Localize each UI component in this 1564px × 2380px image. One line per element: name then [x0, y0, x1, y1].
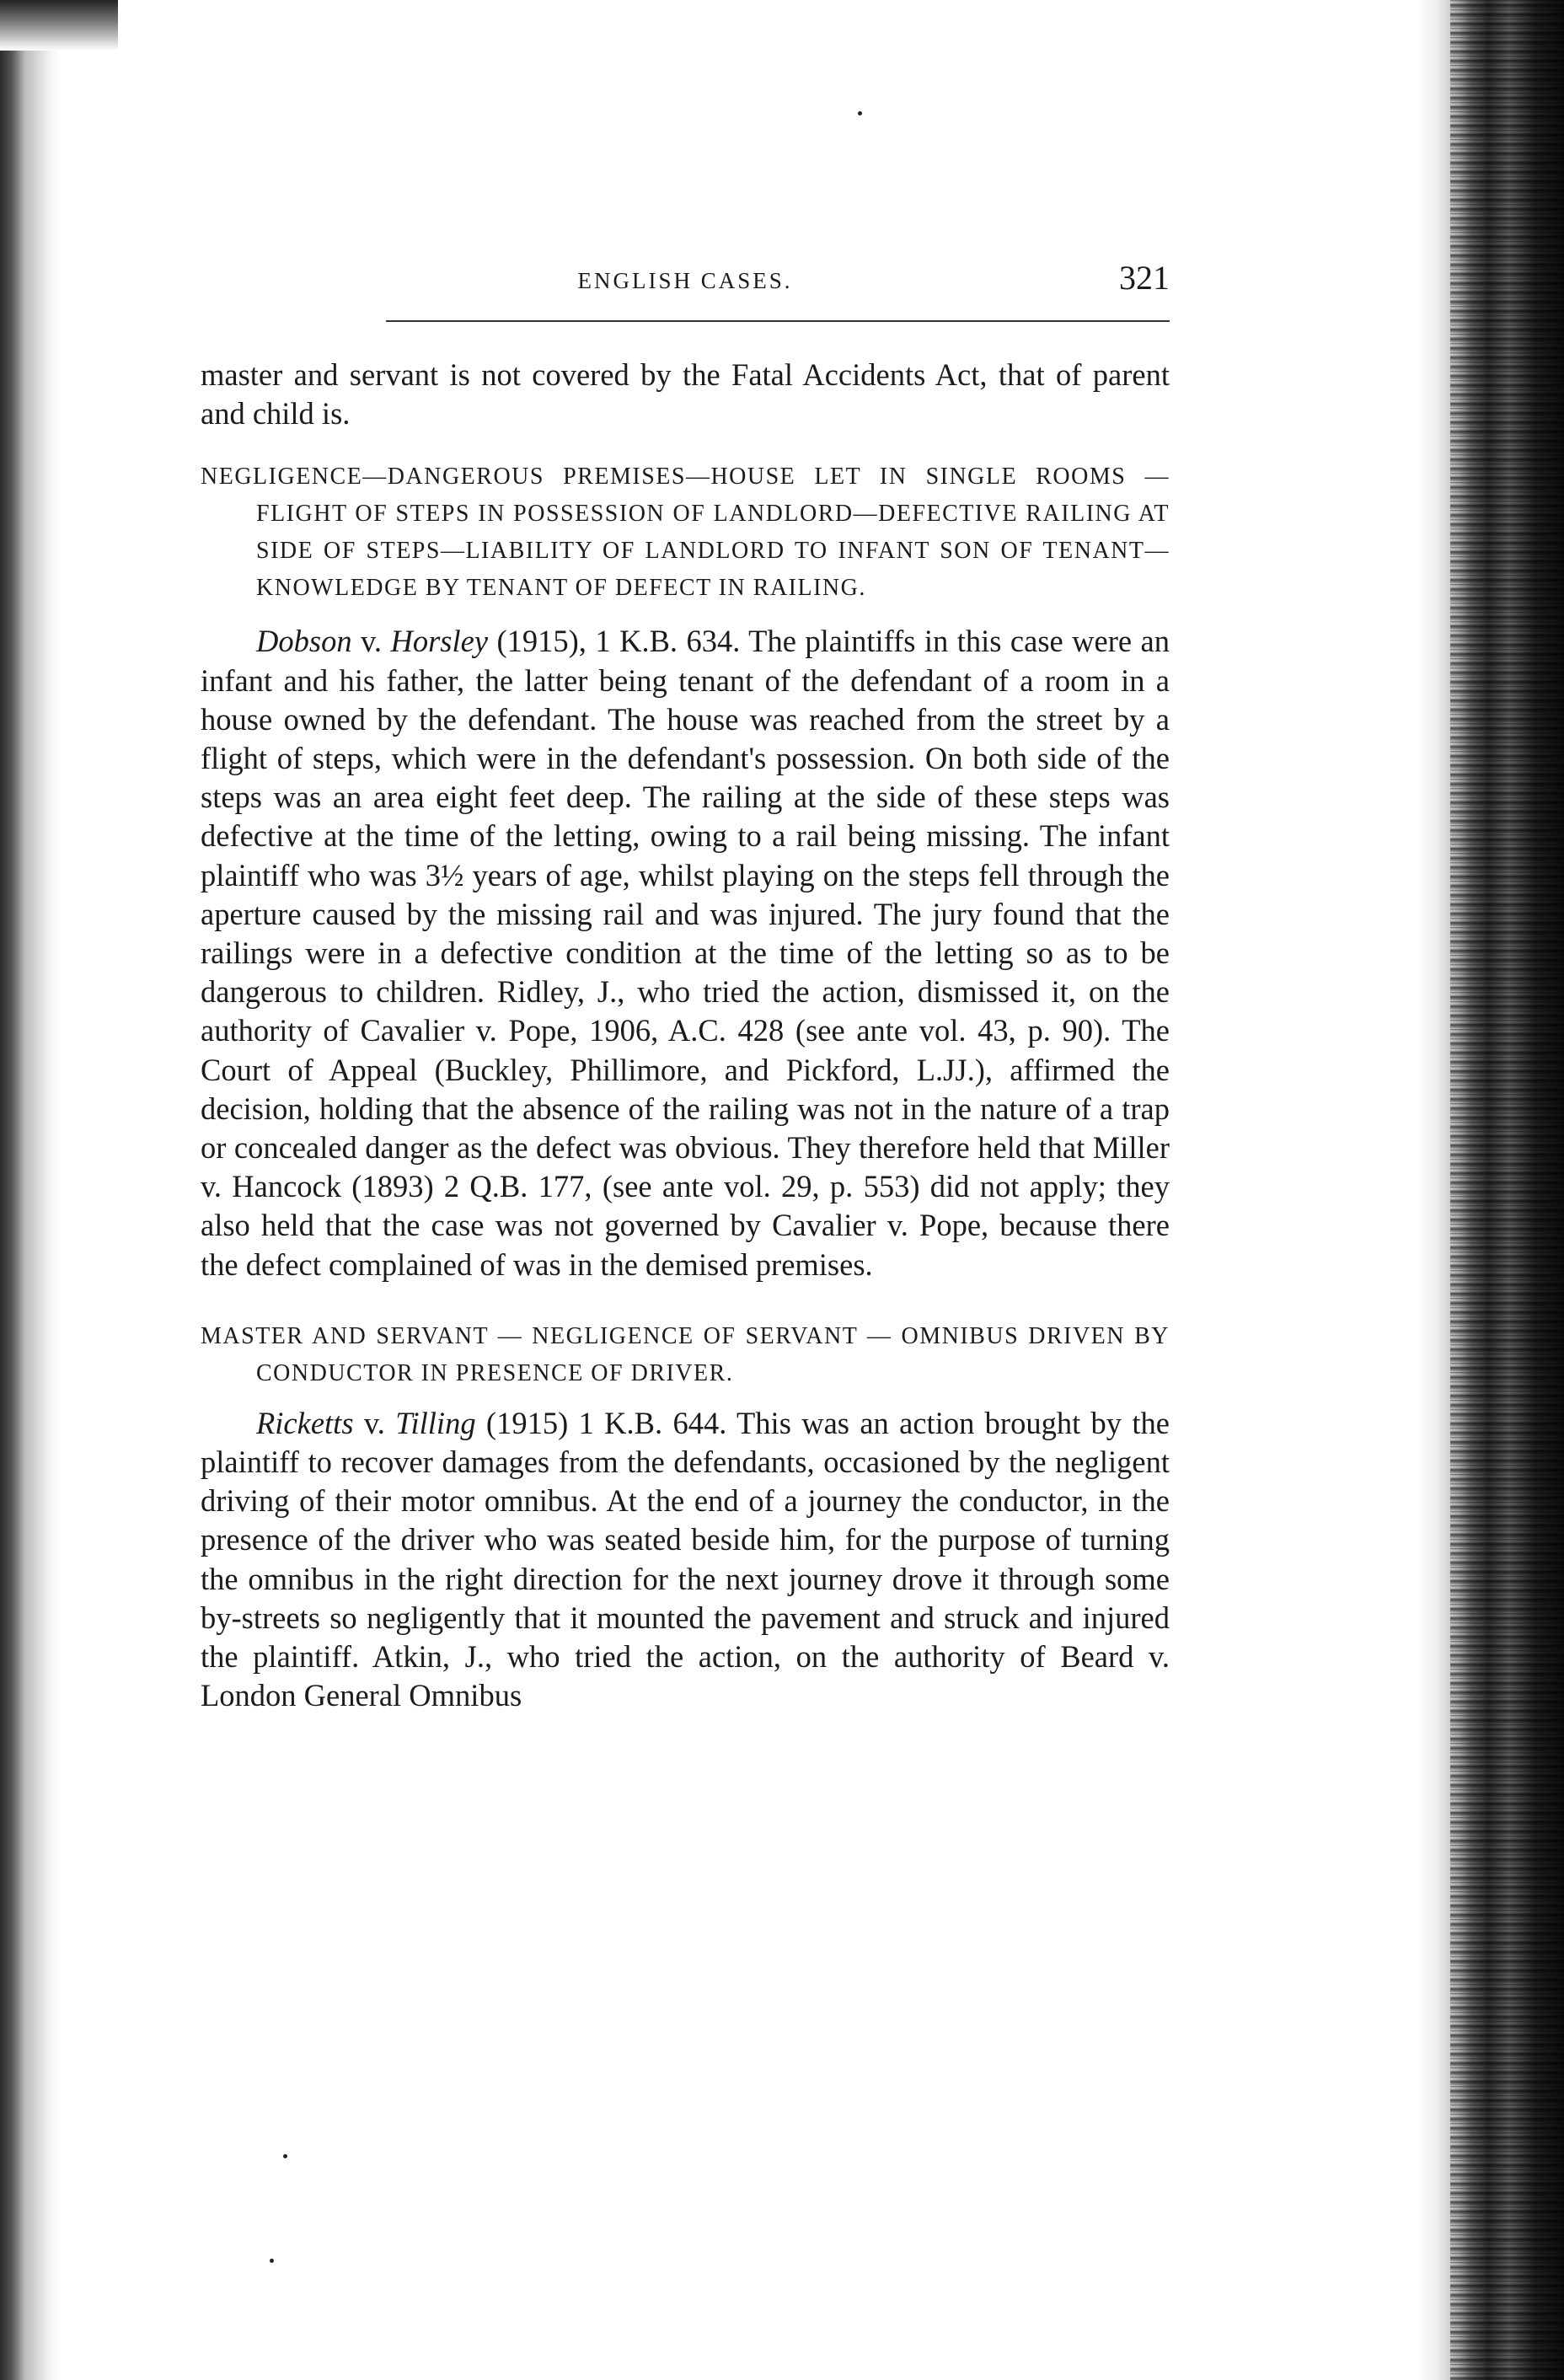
continuation-paragraph: master and servant is not covered by the Fatal Accidents Act, that of parent and child is. [201, 357, 1170, 432]
running-head-rule [386, 320, 1170, 322]
case-party-defendant: Tilling [395, 1405, 476, 1440]
case-text: (1915) 1 K.B. 644. This was an action brought by the plaintiff to recover damages from the defendants, occasioned by the negligent driving of their motor omnibus. At the end of a journey the conductor, in the presence of the driver who was seated beside him, for the purpose of turning the omnibus in the right direction for the next journey drove it through some by-streets so negligently that it mounted the pavement and struck and injured the plaintiff. Atkin, J., who tried the action, on the authority of Beard v. London General Omnibus [201, 1405, 1170, 1713]
book-page [201, 253, 1170, 1715]
running-head [201, 253, 1170, 303]
case-party-plaintiff: Ricketts [256, 1405, 354, 1440]
scan-speck [858, 111, 862, 115]
scan-right-gutter [1417, 0, 1450, 2380]
case-party-defendant: Horsley [390, 624, 489, 659]
scan-right-edge [1450, 0, 1564, 2380]
scan-speck [283, 2154, 287, 2158]
section-heading-ricketts [201, 1318, 1170, 1392]
section-heading-text: MASTER AND SERVANT — NEGLIGENCE OF SERVANT — OMNIBUS DRIVEN BY CONDUCTOR IN PRESENCE OF DRIVER. [201, 1322, 1170, 1386]
section-heading-text: NEGLIGENCE—DANGEROUS PREMISES—HOUSE LET IN SINGLE ROOMS —FLIGHT OF STEPS IN POSSESSION OF LANDLORD—DEFECTIVE RAILING AT SIDE OF STEPS—LIABILITY OF LANDLORD TO INFANT SON OF TENANT—KNOWLEDGE BY TENANT OF DEFECT IN RAILING. [201, 464, 1170, 602]
case-text: (1915), 1 K.B. 634. The plaintiffs in this case were an infant and his father, the latter being tenant of the defendant of a room in a house owned by the defendant. The house was reached from the street by a flight of steps, which were in the defendant's possession. On both side of the steps was an area eight feet deep. The railing at the side of these steps was defective at the time of the letting, owing to a rail being missing. The infant plaintiff who was 3½ years of age, whilst playing on the steps fell through the aperture caused by the missing rail and was injured. The jury found that the railings were in a defective condition at the time of the letting so as to be dangerous to children. Ridley, J., who tried the action, dismissed it, on the authority of Cavalier v. Pope, 1906, A.C. 428 (see ante vol. 43, p. 90). The Court of Appeal (Buckley, Phillimore, and Pickford, L.JJ.), affirmed the decision, holding that the absence of the railing was not in the nature of a trap or concealed danger as the defect was obvious. They therefore held that Miller v. Hancock (1893) 2 Q.B. 177, (see ante vol. 29, p. 553) did not apply; they also held that the case was not governed by Cavalier v. Pope, because there the defect complained of was in the demised premises. [201, 624, 1170, 1282]
scan-left-edge [0, 0, 59, 2380]
case-paragraph-ricketts: Ricketts v. Tilling (1915) 1 K.B. 644. This was an action brought by the plaintiff to recover damages from the defendants, occasioned by the negligent driving of their motor omnibus. At the end of a journey the conductor, in the presence of the driver who was seated beside him, for the purpose of turning the omnibus in the right direction for the next journey drove it through some by-streets so negligently that it mounted the pavement and struck and injured the plaintiff. Atkin, J., who tried the action, on the authority of Beard v. London General Omnibus [201, 1405, 1170, 1713]
running-head-title: ENGLISH CASES. [577, 268, 793, 293]
case-paragraph-dobson: Dobson v. Horsley (1915), 1 K.B. 634. The plaintiffs in this case were an infant and his father, the latter being tenant of the defendant of a room in a house owned by the defendant. The house was reached from the street by a flight of steps, which were in the defendant's possession. On both side of the steps was an area eight feet deep. The railing at the side of these steps was defective at the time of the letting, owing to a rail being missing. The infant plaintiff who was 3½ years of age, whilst playing on the steps fell through the aperture caused by the missing rail and was injured. The jury found that the railings were in a defective condition at the time of the letting so as to be dangerous to children. Ridley, J., who tried the action, dismissed it, on the authority of Cavalier v. Pope, 1906, A.C. 428 (see ante vol. 43, p. 90). The Court of Appeal (Buckley, Phillimore, and Pickford, L.JJ.), affirmed the decision, holding that the absence of the railing was not in the nature of a trap or concealed danger as the defect was obvious. They therefore held that Miller v. Hancock (1893) 2 Q.B. 177, (see ante vol. 29, p. 553) did not apply; they also held that the case was not governed by Cavalier v. Pope, because there the defect complained of was in the demised premises. [201, 624, 1170, 1282]
page-number: 321 [1119, 259, 1170, 297]
scan-top-left-shadow [0, 0, 118, 51]
case-party-plaintiff: Dobson [256, 624, 352, 659]
section-heading-dobson [201, 458, 1170, 607]
scan-speck [270, 2259, 274, 2263]
